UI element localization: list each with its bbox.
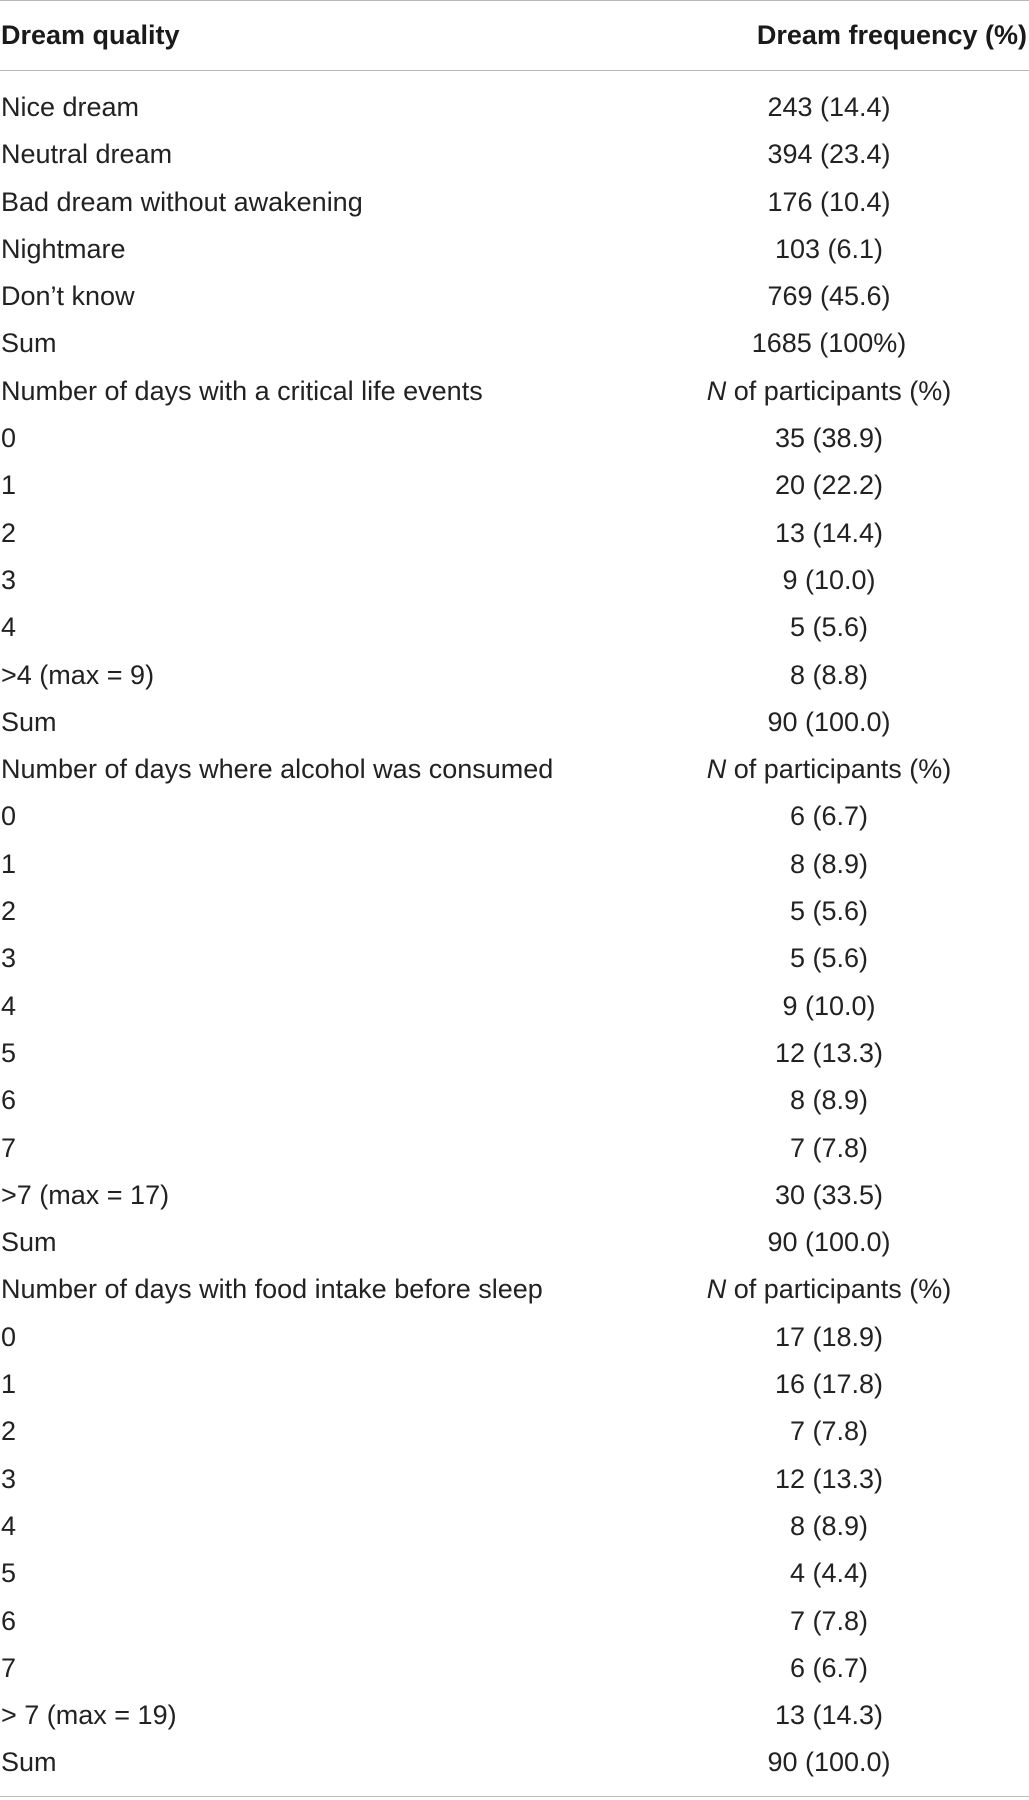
row-value: 7 (7.8): [789, 1132, 869, 1163]
row-label: 4: [1, 1510, 17, 1541]
row-value: 90 (100.0): [767, 1747, 891, 1778]
table-row: [0, 935, 1029, 982]
table-body: [0, 84, 1029, 1787]
row-label: Bad dream without awakening: [1, 186, 363, 217]
row-value: 13 (14.3): [774, 1700, 884, 1731]
table-row: [0, 888, 1029, 935]
table-row: [0, 841, 1029, 888]
row-value: 35 (38.9): [774, 423, 884, 454]
table-row: [0, 983, 1029, 1030]
row-label: >7 (max = 17): [1, 1179, 170, 1210]
table-row: [0, 1598, 1029, 1645]
row-value-italic: N: [706, 1274, 727, 1305]
table-header-row: [0, 0, 1029, 70]
table-bottom-rule: [0, 1796, 1029, 1797]
row-value: 16 (17.8): [774, 1369, 884, 1400]
table-row: [0, 131, 1029, 178]
row-label: Sum: [1, 1747, 57, 1778]
table-row: [0, 1645, 1029, 1692]
row-value: 6 (6.7): [789, 801, 869, 832]
row-label: Number of days with food intake before sleep: [1, 1274, 543, 1305]
row-value: 90 (100.0): [767, 1227, 891, 1258]
row-label: 5: [1, 1558, 17, 1589]
row-value: 8 (8.8): [789, 659, 869, 690]
row-value: 394 (23.4): [767, 139, 891, 170]
row-label: 3: [1, 564, 17, 595]
row-label: Sum: [1, 706, 57, 737]
table-row: [0, 746, 1029, 793]
row-label: >4 (max = 9): [1, 659, 155, 690]
table-row: [0, 1030, 1029, 1077]
row-value: 12 (13.3): [774, 1037, 884, 1068]
row-label: 2: [1, 896, 17, 927]
row-value: [634, 1266, 1024, 1313]
table-row: [0, 1739, 1029, 1786]
row-label: 2: [1, 1416, 17, 1447]
table-row: [0, 462, 1029, 509]
row-value-text: of participants (%): [726, 375, 952, 406]
row-label: 1: [1, 848, 17, 879]
row-value: 243 (14.4): [767, 92, 891, 122]
table-row: [0, 1077, 1029, 1124]
row-label: 6: [1, 1605, 17, 1636]
header-dream-frequency: Dream frequency (%): [756, 19, 1027, 50]
header-dream-quality: Dream quality: [1, 19, 180, 50]
row-value: 8 (8.9): [789, 848, 869, 879]
row-label: > 7 (max = 19): [1, 1700, 177, 1731]
row-value: 5 (5.6): [789, 943, 869, 974]
row-value: 20 (22.2): [774, 470, 884, 501]
row-value: 8 (8.9): [789, 1085, 869, 1116]
row-value: 5 (5.6): [789, 896, 869, 927]
table-row: [0, 84, 1029, 131]
row-value-text: of participants (%): [726, 1274, 952, 1305]
table-row: [0, 320, 1029, 367]
row-label: 1: [1, 1369, 17, 1400]
row-label: Neutral dream: [1, 139, 173, 170]
row-value: 8 (8.9): [789, 1510, 869, 1541]
table-row: [0, 368, 1029, 415]
row-value: 12 (13.3): [774, 1463, 884, 1494]
row-value-italic: N: [706, 375, 727, 406]
row-value: 7 (7.8): [789, 1605, 869, 1636]
row-value: 5 (5.6): [789, 612, 869, 643]
row-value: 769 (45.6): [767, 281, 891, 312]
row-label: Number of days where alcohol was consumed: [1, 754, 554, 785]
table-row: [0, 1125, 1029, 1172]
table-row: [0, 793, 1029, 840]
row-label: 7: [1, 1132, 17, 1163]
row-label: 1: [1, 470, 17, 501]
row-label: 0: [1, 423, 17, 454]
table-row: [0, 1692, 1029, 1739]
row-value: 9 (10.0): [782, 564, 876, 595]
row-value: 1685 (100%): [751, 328, 907, 359]
table-row: [0, 415, 1029, 462]
row-label: 6: [1, 1085, 17, 1116]
row-value: 176 (10.4): [767, 186, 891, 217]
row-label: Number of days with a critical life events: [1, 375, 483, 406]
table-row: [0, 1361, 1029, 1408]
row-value: 7 (7.8): [789, 1416, 869, 1447]
row-value: [634, 368, 1024, 415]
row-label: 5: [1, 1037, 17, 1068]
row-value: 90 (100.0): [767, 706, 891, 737]
row-label: Nice dream: [1, 92, 140, 122]
row-value: 9 (10.0): [782, 990, 876, 1021]
table-row: [0, 1456, 1029, 1503]
table-header-rule: [0, 70, 1029, 71]
row-label: 3: [1, 1463, 17, 1494]
row-label: Sum: [1, 328, 57, 359]
table-row: [0, 1408, 1029, 1455]
row-value: [634, 746, 1024, 793]
row-value: 13 (14.4): [774, 517, 884, 548]
row-value-text: of participants (%): [726, 754, 952, 785]
row-value: 103 (6.1): [774, 233, 884, 264]
row-label: 0: [1, 1321, 17, 1352]
table-row: [0, 1172, 1029, 1219]
row-label: Sum: [1, 1227, 57, 1258]
table-row: [0, 273, 1029, 320]
table-row: [0, 226, 1029, 273]
row-value: 30 (33.5): [774, 1179, 884, 1210]
table-row: [0, 1266, 1029, 1313]
row-label: Don’t know: [1, 281, 135, 312]
table-row: [0, 699, 1029, 746]
table-row: [0, 179, 1029, 226]
row-value: 17 (18.9): [774, 1321, 884, 1352]
row-label: 2: [1, 517, 17, 548]
table-row: [0, 1550, 1029, 1597]
table-row: [0, 1314, 1029, 1361]
row-label: 0: [1, 801, 17, 832]
row-label: 7: [1, 1652, 17, 1683]
row-value: 4 (4.4): [789, 1558, 869, 1589]
table-row: [0, 604, 1029, 651]
row-label: 4: [1, 990, 17, 1021]
row-label: 4: [1, 612, 17, 643]
table-row: [0, 510, 1029, 557]
table-row: [0, 1503, 1029, 1550]
row-label: Nightmare: [1, 233, 126, 264]
row-value-italic: N: [706, 754, 727, 785]
row-label: 3: [1, 943, 17, 974]
row-value: 6 (6.7): [789, 1652, 869, 1683]
table-row: [0, 1219, 1029, 1266]
table-row: [0, 557, 1029, 604]
table-row: [0, 652, 1029, 699]
